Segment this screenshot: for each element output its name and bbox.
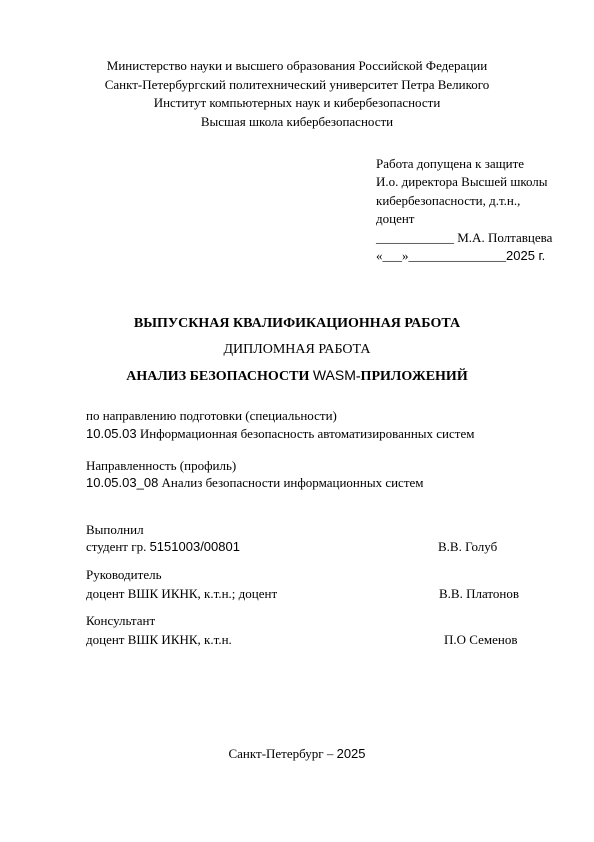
thesis-topic-part1: АНАЛИЗ БЕЗОПАСНОСТИ xyxy=(126,369,310,384)
student-group: 5151003/00801 xyxy=(149,539,240,554)
profile-code: 10.05.03_08 xyxy=(86,475,159,490)
supervisor-role: Руководитель xyxy=(86,567,162,582)
supervisor-name: В.В. Платонов xyxy=(439,586,520,601)
university-name: Санкт-Петербургский политехнический университет Петра Великого xyxy=(104,77,490,92)
direction-code: 10.05.03 xyxy=(86,426,137,441)
supervisor-position: доцент ВШК ИКНК, к.т.н.; доцент xyxy=(86,586,278,601)
direction-label: по направлению подготовки (специальности) xyxy=(86,408,337,423)
ministry-name: Министерство науки и высшего образования Российской Федерации xyxy=(106,58,488,73)
footer-city-year xyxy=(0,746,594,762)
student-role: Выполнил xyxy=(86,522,144,537)
profile-value xyxy=(86,475,424,491)
approval-date-prefix: «___» xyxy=(376,248,409,263)
thesis-topic xyxy=(0,367,594,385)
direction-value xyxy=(86,426,474,442)
approval-line-3: кибербезопасности, д.т.н., xyxy=(376,193,521,208)
direction-name: Информационная безопасность автоматизированных систем xyxy=(136,426,475,441)
footer-year: 2025 xyxy=(336,746,366,761)
approval-signature: ____________ М.А. Полтавцева xyxy=(376,230,553,245)
thesis-topic-wasm: WASM xyxy=(312,367,356,383)
thesis-topic-part3: -ПРИЛОЖЕНИЙ xyxy=(355,369,468,384)
approval-date xyxy=(376,248,545,264)
profile-label: Направленность (профиль) xyxy=(86,458,237,473)
approval-line-1: Работа допущена к защите xyxy=(376,156,525,171)
profile-name: Анализ безопасности информационных систем xyxy=(158,475,424,490)
student-group-line xyxy=(86,539,240,555)
document-title: ВЫПУСКНАЯ КВАЛИФИКАЦИОННАЯ РАБОТА xyxy=(133,316,461,331)
student-name: В.В. Голуб xyxy=(438,539,498,554)
approval-line-2: И.о. директора Высшей школы xyxy=(376,174,548,189)
approval-date-blank: _______________ xyxy=(408,248,506,263)
document-type: ДИПЛОМНАЯ РАБОТА xyxy=(223,342,371,357)
consultant-role: Консультант xyxy=(86,613,156,628)
consultant-position: доцент ВШК ИКНК, к.т.н. xyxy=(86,632,232,647)
approval-line-4: доцент xyxy=(376,211,415,226)
school-name: Высшая школа кибербезопасности xyxy=(200,114,394,129)
student-prefix: студент гр. xyxy=(86,539,150,554)
footer-city: Санкт-Петербург – xyxy=(228,746,337,761)
consultant-name: П.О Семенов xyxy=(444,632,518,647)
institute-name: Институт компьютерных наук и кибербезопасности xyxy=(153,95,441,110)
approval-date-year: 2025 г. xyxy=(506,248,546,263)
